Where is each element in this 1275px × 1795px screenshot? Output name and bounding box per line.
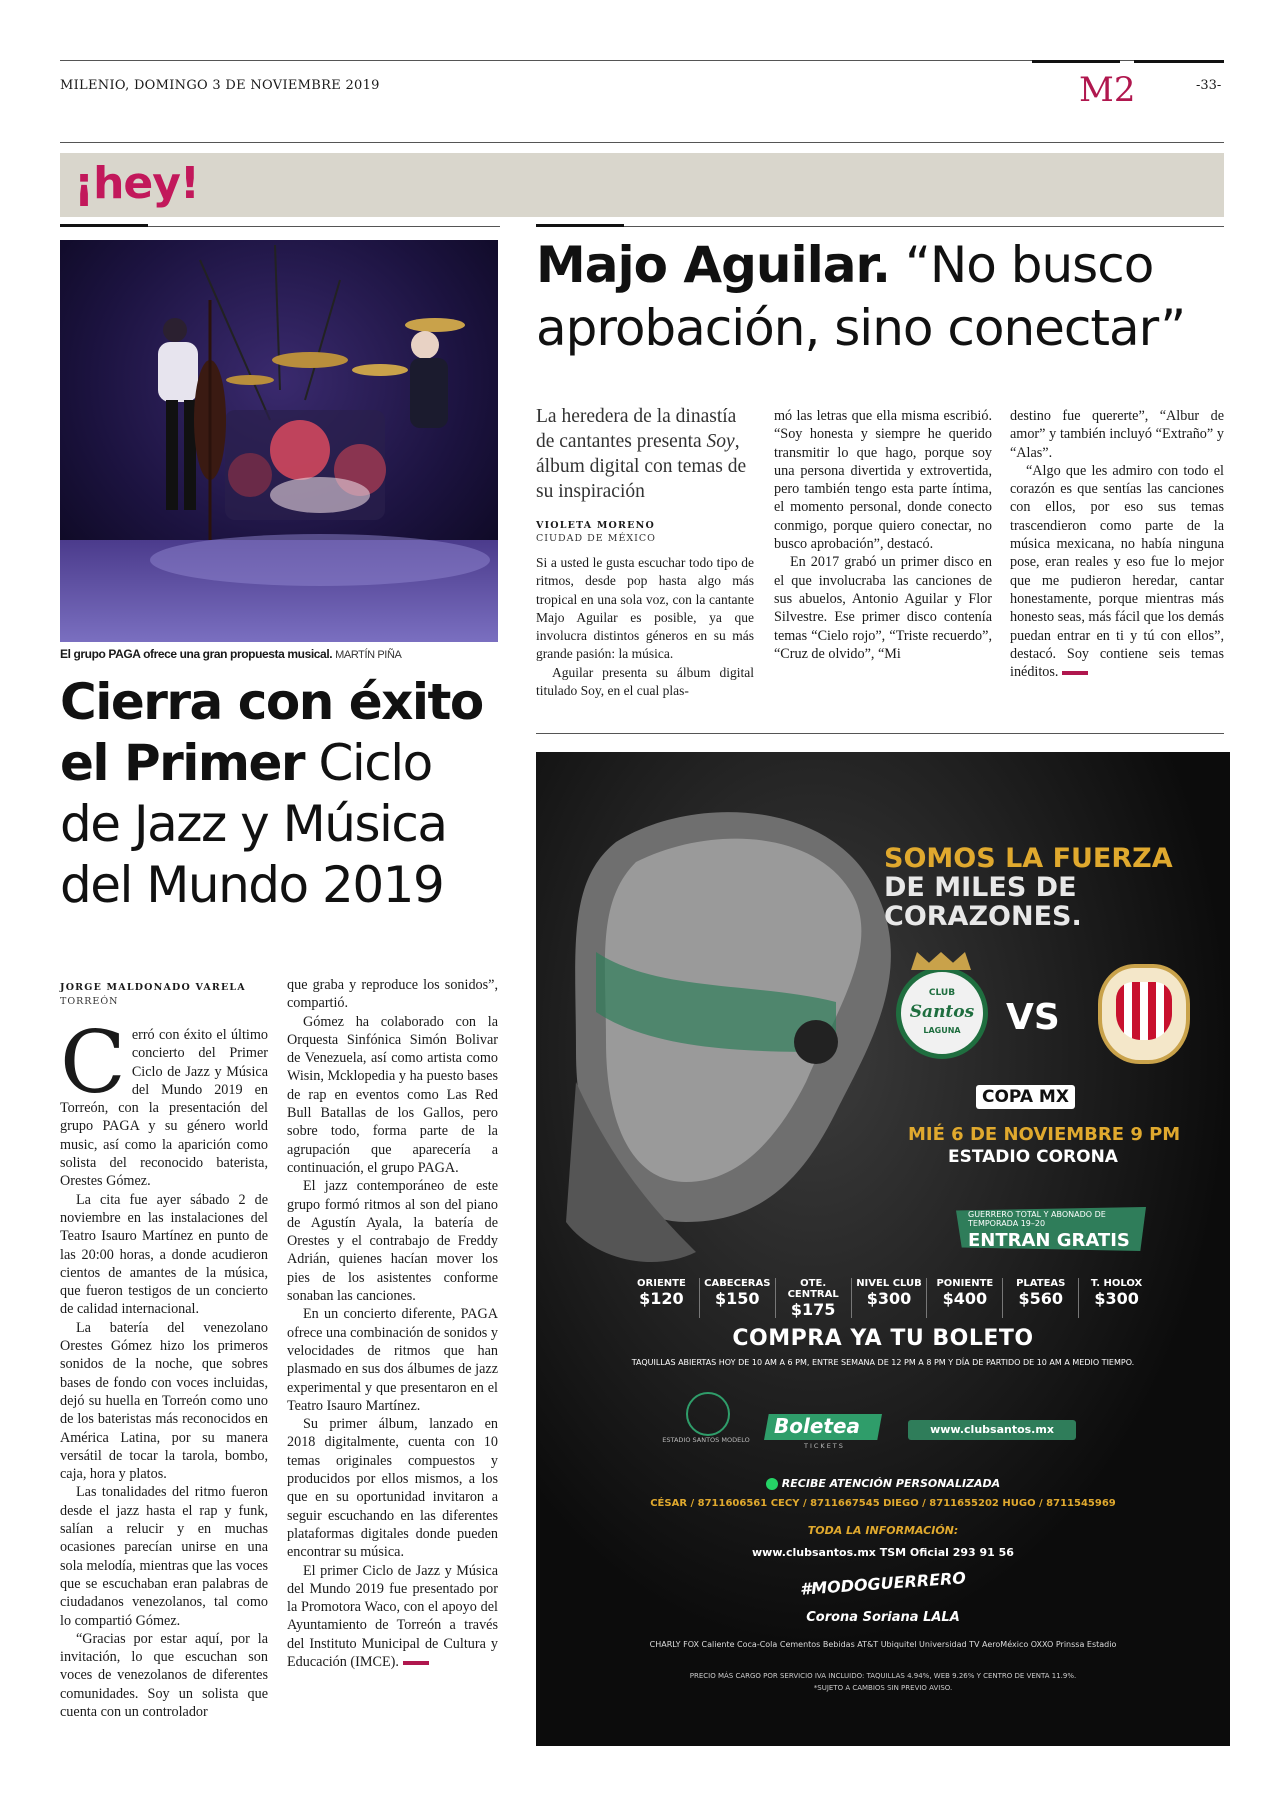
price-value: $400 bbox=[942, 1289, 988, 1308]
header-rule bbox=[60, 142, 1224, 143]
section-code: M2 bbox=[1079, 70, 1136, 110]
majo-column-3 bbox=[1010, 407, 1224, 681]
price-value: $300 bbox=[866, 1289, 912, 1308]
price-zone: T. HOLOX bbox=[1090, 1278, 1143, 1289]
ad-headline bbox=[884, 844, 1173, 931]
paragraph: El jazz contemporáneo de este grupo formó ritmos al son del piano de Agustín Ayala, la batería de Orestes y el contrabajo de Freddy Adrián, quienes hacían mover los pies de los asistentes conforme sonaban las canciones. bbox=[287, 1178, 498, 1305]
deck-text: , álbum digital con temas de su inspiración bbox=[536, 431, 747, 502]
crest-name: Santos bbox=[909, 1002, 975, 1022]
paragraph: Las tonalidades del ritmo fueron desde el jazz hasta el rap y funk, salían a relucir y en muchas ocasiones parecían unirse en una sola melodía, mientras que las voces que se escuchaban eran palabras de ciudadanos venezolanos, tal como lo compartió Gómez. bbox=[60, 1484, 268, 1629]
section-label: ¡hey! bbox=[74, 158, 199, 209]
page-number: -33- bbox=[1196, 78, 1222, 93]
photo-credit: MARTÍN PIÑA bbox=[335, 649, 402, 661]
jazz-article-title bbox=[60, 672, 500, 916]
top-rule-accent bbox=[1032, 60, 1120, 63]
promo-big: ENTRAN GRATIS bbox=[968, 1230, 1130, 1251]
paragraph: Si a usted le gusta escuchar todo tipo de ritmos, desde pop hasta algo más tropical en una sola voz, con la cantante Majo Aguilar es posible, ya que involucra distintos géneros en su más grande pasión: la música. bbox=[536, 555, 754, 662]
contact-list: CÉSAR / 8711606561 CECY / 8711667545 DIEGO / 8711655202 HUGO / 8711545969 bbox=[650, 1498, 1116, 1509]
box-office-hours: TAQUILLAS ABIERTAS HOY DE 10 AM A 6 PM, ENTRE SEMANA DE 12 PM A 8 PM Y DÍA DE PARTIDO DE 10 AM A MEDIO TIEMPO. bbox=[631, 1358, 1135, 1367]
title-regular: “No busco aprobación, sino conectar” bbox=[536, 236, 1186, 357]
crest-bottom: LAGUNA bbox=[923, 1026, 961, 1035]
price-zone: NIVEL CLUB bbox=[856, 1278, 922, 1289]
deck-text: La heredera de la dinastía de cantantes presenta bbox=[536, 406, 737, 452]
promo-small: GUERRERO TOTAL Y ABONADO DE TEMPORADA 19–20 bbox=[968, 1210, 1106, 1228]
paragraph: Su primer álbum, lanzado en 2018 digitalmente, cuenta con 10 temas originales compuestos y producidos por ellos mismos, a los que en su oportunidad invitaron a seguir escuchando en las diferentes plataformas digitales donde pueden encontrar su música. bbox=[287, 1416, 498, 1561]
crown-icon bbox=[911, 952, 971, 970]
price-value: $175 bbox=[790, 1300, 836, 1319]
photo-caption bbox=[60, 647, 500, 661]
header-date: MILENIO, DOMINGO 3 DE NOVIEMBRE 2019 bbox=[60, 78, 380, 93]
price-cell bbox=[700, 1278, 776, 1318]
price-table bbox=[624, 1278, 1154, 1318]
chivas-crest bbox=[1098, 964, 1190, 1064]
main-sponsors: Corona Soriana LALA bbox=[806, 1610, 960, 1625]
price-value: $560 bbox=[1018, 1289, 1063, 1308]
price-value: $150 bbox=[715, 1289, 760, 1308]
majo-dateline: CIUDAD DE MÉXICO bbox=[536, 533, 656, 544]
price-zone: OTE. CENTRAL bbox=[787, 1278, 839, 1300]
match-date: MIÉ 6 DE NOVIEMBRE 9 PM bbox=[908, 1124, 1181, 1145]
drop-cap: C bbox=[60, 1013, 126, 1113]
concert-photo-illustration bbox=[60, 240, 498, 642]
majo-column-2 bbox=[774, 407, 992, 663]
section-band bbox=[60, 153, 1224, 217]
info-title: TODA LA INFORMACIÓN: bbox=[807, 1524, 959, 1537]
paragraph: En un concierto diferente, PAGA ofrece una combinación de sonidos y velocidades de ritmos que han plasmado en sus dos álbumes de jazz experimental y que presentaron en el Teatro Isauro Martínez. bbox=[287, 1306, 498, 1414]
price-cell bbox=[1003, 1278, 1079, 1318]
paragraph: que graba y reproduce los sonidos”, compartió. bbox=[287, 977, 498, 1012]
boletea-text: Boletea bbox=[774, 1414, 861, 1438]
whatsapp-icon bbox=[766, 1478, 778, 1490]
jazz-column-1 bbox=[60, 1013, 268, 1721]
stadium-logo-icon bbox=[686, 1392, 730, 1436]
site-pill-text: www.clubsantos.mx bbox=[930, 1423, 1054, 1436]
hashtag: #MODOGUERRERO bbox=[799, 1568, 967, 1599]
paragraph: “Gracias por estar aquí, por la invitación, lo que escuchan son voces de venezolanos de diferentes comunidades. Soy un solista que cuenta con un controlador bbox=[60, 1630, 268, 1720]
majo-byline: VIOLETA MORENO bbox=[536, 520, 655, 531]
price-cell bbox=[1079, 1278, 1154, 1318]
title-bold: Cierra con éxito el Primer bbox=[60, 673, 483, 792]
stadium-logo-text: ESTADIO SANTOS MODELO bbox=[662, 1436, 750, 1444]
match-venue: ESTADIO CORONA bbox=[948, 1147, 1118, 1167]
top-rule-accent bbox=[1134, 60, 1224, 63]
paragraph: erró con éxito el último concierto del Primer Ciclo de Jazz y Música del Mundo 2019 en Torreón, con la presentación del grupo PAGA y su género world music, así como la aparición como solista del reconocido baterista, Orestes Gómez. bbox=[60, 1027, 268, 1190]
soccer-advertisement bbox=[536, 752, 1230, 1746]
paragraph: destino fue quererte”, “Albur de amor” y también incluyó “Extraño” y “Alas”. bbox=[1010, 408, 1224, 461]
competition-logo bbox=[976, 1087, 1075, 1107]
title-bold: Majo Aguilar. bbox=[536, 236, 891, 294]
price-cell bbox=[852, 1278, 928, 1318]
paragraph: La cita fue ayer sábado 2 de noviembre en las instalaciones del Teatro Isauro Martínez en punto de las 20:00 horas, a donde acudieron cientos de amantes de la música, que fueron testigos de un concierto de calidad internacional. bbox=[60, 1191, 268, 1318]
price-zone: PONIENTE bbox=[936, 1278, 994, 1289]
headline-line: CORAZONES. bbox=[884, 901, 1082, 932]
price-cell bbox=[927, 1278, 1003, 1318]
headline-line: SOMOS LA FUERZA bbox=[884, 843, 1173, 874]
jazz-byline: JORGE MALDONADO VARELA bbox=[60, 982, 246, 993]
majo-deck bbox=[536, 404, 756, 504]
fine-print-1: PRECIO MÁS CARGO POR SERVICIO IVA INCLUIDO: TAQUILLAS 4.94%, WEB 9.26% Y CENTRO DE VENTA 11.9%. bbox=[689, 1672, 1077, 1680]
paragraph: La batería del venezolano Orestes Gómez hizo los primeros sonidos de la noche, que sobres bases de fondo con voces incluidas, dejó su huella en Torreón como uno de los bateristas más reconocidos en América Latina, por su manera versátil de tocar la tarola, bombo, caja, hora y platos. bbox=[60, 1319, 268, 1483]
caption-text: El grupo PAGA ofrece una gran propuesta musical. bbox=[60, 647, 333, 661]
left-col-accent bbox=[60, 224, 148, 227]
chivas-stripes bbox=[1116, 982, 1172, 1040]
price-value: $300 bbox=[1094, 1289, 1139, 1308]
headline-line: DE MILES DE bbox=[884, 872, 1077, 903]
paragraph: En 2017 grabó un primer disco en el que involucraba las canciones de sus abuelos, Antonio Aguilar y Flor Silvestre. Ese primer disco contenía temas “Cielo rojo”, “Triste recuerdo”, “Cruz de olvido”, “Mi bbox=[774, 554, 992, 662]
sponsor-strip: CHARLY FOX Caliente Coca-Cola Cementos Bebidas AT&T Ubiquitel Universidad TV AeroMéxico OXXO Prinssa Estadio bbox=[649, 1640, 1117, 1649]
paragraph: El primer Ciclo de Jazz y Música del Mundo 2019 fue presentado por la Promotora Waco, con el apoyo del Ayuntamiento de Torreón a través del Instituto Municipal de Cultura y Educación (IMCE). bbox=[287, 1562, 498, 1670]
price-zone: CABECERAS bbox=[704, 1278, 771, 1289]
jazz-dateline: TORREÓN bbox=[60, 996, 119, 1007]
right-col-accent bbox=[536, 224, 624, 227]
end-mark bbox=[1062, 671, 1088, 675]
santos-crest bbox=[896, 967, 988, 1059]
paragraph: Aguilar presenta su álbum digital titulado Soy, en el cual plas- bbox=[536, 664, 754, 699]
price-cell bbox=[624, 1278, 700, 1318]
cta-title: COMPRA YA TU BOLETO bbox=[732, 1326, 1034, 1351]
majo-article-title bbox=[536, 234, 1226, 360]
majo-column-1 bbox=[536, 554, 754, 700]
competition-label: COPA MX bbox=[976, 1085, 1075, 1109]
paragraph: Gómez ha colaborado con la Orquesta Sinfónica Simón Bolivar de Venezuela, así como artista como Wisin, Mcklopedia y ha puesto bases de rap en eventos como Las Red Bull Batallas de los Gallos, pero sobre todo, forma parte de la agrupación que aparecería a continuación, el grupo PAGA. bbox=[287, 1013, 498, 1176]
fine-print-2: *SUJETO A CAMBIOS SIN PREVIO AVISO. bbox=[813, 1684, 953, 1692]
price-value: $120 bbox=[639, 1289, 684, 1308]
price-cell bbox=[776, 1278, 852, 1318]
vs-label: VS bbox=[1006, 997, 1060, 1038]
end-mark bbox=[403, 1661, 429, 1665]
price-zone: PLATEAS bbox=[1016, 1278, 1066, 1289]
boletea-sub: TICKETS bbox=[804, 1442, 845, 1450]
concert-photo bbox=[60, 240, 498, 642]
crest-top: CLUB bbox=[928, 988, 956, 998]
right-col-rule bbox=[536, 226, 1224, 227]
paragraph: “Algo que les admiro con todo el corazón es que sentías las canciones con ellos, por eso sus temas trascendieron como parte de la música mexicana, no había ninguna pose, eran reales y eso fue lo mejor que me pudieron heredar, cantar honestamente, porque mientras más honesto seas, más fácil que los demás puedan entrar en ti y tú con ellos”, destacó. Soy contiene seis temas inéditos. bbox=[1010, 462, 1224, 681]
whatsapp-line bbox=[536, 1477, 1230, 1490]
whatsapp-text: RECIBE ATENCIÓN PERSONALIZADA bbox=[781, 1477, 1001, 1490]
price-zone: ORIENTE bbox=[637, 1278, 686, 1289]
deck-italic: Soy bbox=[706, 431, 735, 452]
info-line: www.clubsantos.mx TSM Oficial 293 91 56 bbox=[752, 1546, 1014, 1559]
paragraph: mó las letras que ella misma escribió. “Soy honesta y siempre he querido transmitir lo que hago, porque soy una persona divertida y extrovertida, pero también tengo esta parte íntima, el momento personal, donde conecto conmigo, porque quiero conectar, no busco aprobación”, destacó. bbox=[774, 408, 992, 553]
jazz-column-2 bbox=[287, 976, 498, 1671]
ad-top-rule bbox=[536, 733, 1224, 734]
title-regular: Ciclo de Jazz y Música del Mundo 2019 bbox=[60, 734, 447, 914]
